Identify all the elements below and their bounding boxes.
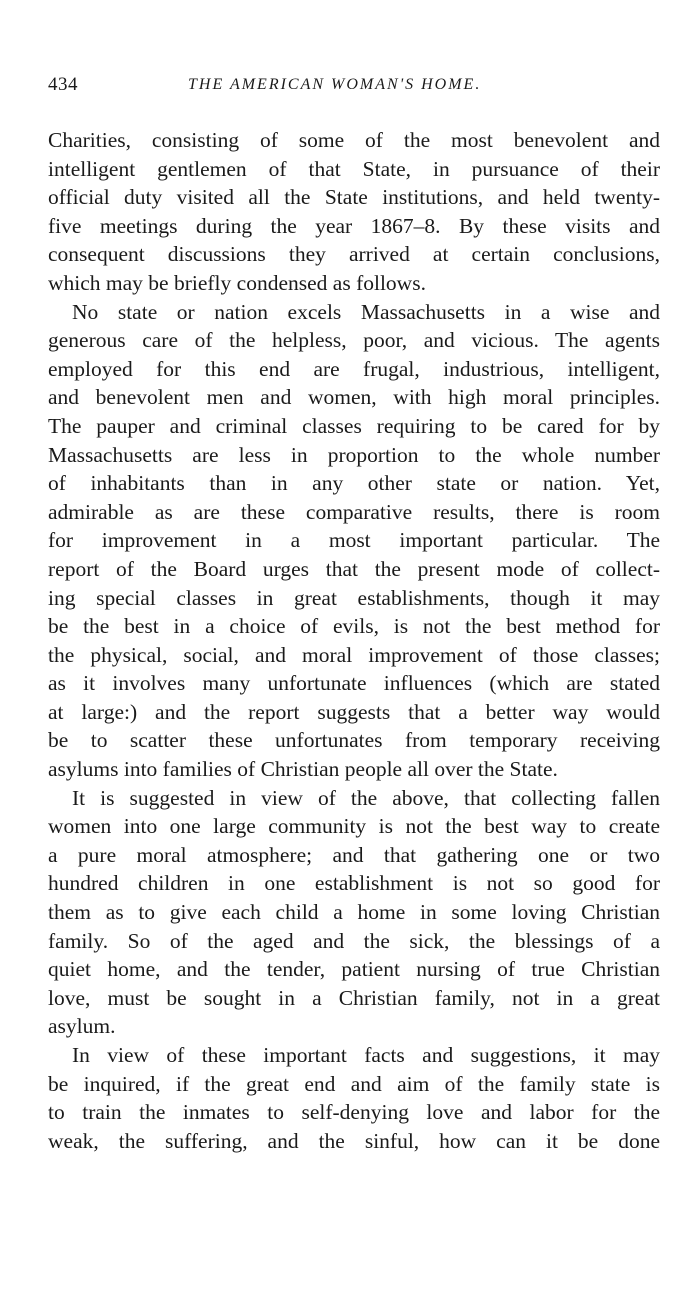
text-line: The pauper and criminal classes requiring to be cared for by xyxy=(48,413,660,438)
text-line: the physical, social, and moral improvement of those classes; xyxy=(48,642,660,667)
text-line: intelligent gentlemen of that State, in pursuance of their xyxy=(48,156,660,181)
body-text xyxy=(48,126,660,1155)
text-line: as it involves many unfortunate influences (which are stated xyxy=(48,671,660,696)
text-line: of inhabitants than in any other state or nation. Yet, xyxy=(48,471,660,496)
text-line: Charities, consisting of some of the most benevolent and xyxy=(48,128,660,152)
text-line: report of the Board urges that the present mode of collect- xyxy=(48,556,660,581)
text-line: be inquired, if the great end and aim of the family state is xyxy=(48,1071,660,1096)
text-line: ing special classes in great establishments, though it may xyxy=(48,585,660,610)
text-line: weak, the suffering, and the sinful, how can it be done xyxy=(48,1128,660,1153)
paragraph-first-line: It is suggested in view of the above, that collecting fallen xyxy=(72,785,660,810)
page-number: 434 xyxy=(48,74,78,95)
text-line: hundred children in one establishment is not so good for xyxy=(48,871,660,896)
running-title: THE AMERICAN WOMAN'S HOME. xyxy=(188,76,482,93)
running-head xyxy=(48,74,660,100)
text-line: a pure moral atmosphere; and that gathering one or two xyxy=(48,842,660,867)
text-line: them as to give each child a home in some loving Christian xyxy=(48,900,660,925)
text-line: for improvement in a most important particular. The xyxy=(48,528,660,553)
text-line: five meetings during the year 1867–8. By these visits and xyxy=(48,213,660,238)
paragraph-first-line: In view of these important facts and suggestions, it may xyxy=(72,1043,660,1067)
text-line: at large:) and the report suggests that a better way would xyxy=(48,699,660,724)
text-line: women into one large community is not the best way to create xyxy=(48,814,660,839)
text-line: Massachusetts are less in proportion to the whole number xyxy=(48,442,660,467)
text-line: consequent discussions they arrived at certain conclusions, xyxy=(48,242,660,267)
text-line: admirable as are these comparative results, there is room xyxy=(48,499,660,524)
text-line: which may be briefly condensed as follows. xyxy=(48,270,426,295)
text-line: asylums into families of Christian people all over the State. xyxy=(48,757,558,782)
text-line: and benevolent men and women, with high moral principles. xyxy=(48,385,660,410)
text-line: employed for this end are frugal, industrious, intelligent, xyxy=(48,356,660,381)
text-line: love, must be sought in a Christian family, not in a great xyxy=(48,985,660,1010)
text-line: official duty visited all the State institutions, and held twenty- xyxy=(48,185,660,210)
text-line: be the best in a choice of evils, is not the best method for xyxy=(48,614,660,639)
text-line: be to scatter these unfortunates from temporary receiving xyxy=(48,728,660,753)
paragraph-first-line: No state or nation excels Massachusetts in a wise and xyxy=(72,299,660,324)
text-line: asylum. xyxy=(48,1014,116,1039)
text-line: family. So of the aged and the sick, the blessings of a xyxy=(48,928,660,953)
text-line: to train the inmates to self-denying love and labor for the xyxy=(48,1100,660,1125)
text-line: quiet home, and the tender, patient nursing of true Christian xyxy=(48,957,660,982)
text-line: generous care of the helpless, poor, and vicious. The agents xyxy=(48,328,660,353)
